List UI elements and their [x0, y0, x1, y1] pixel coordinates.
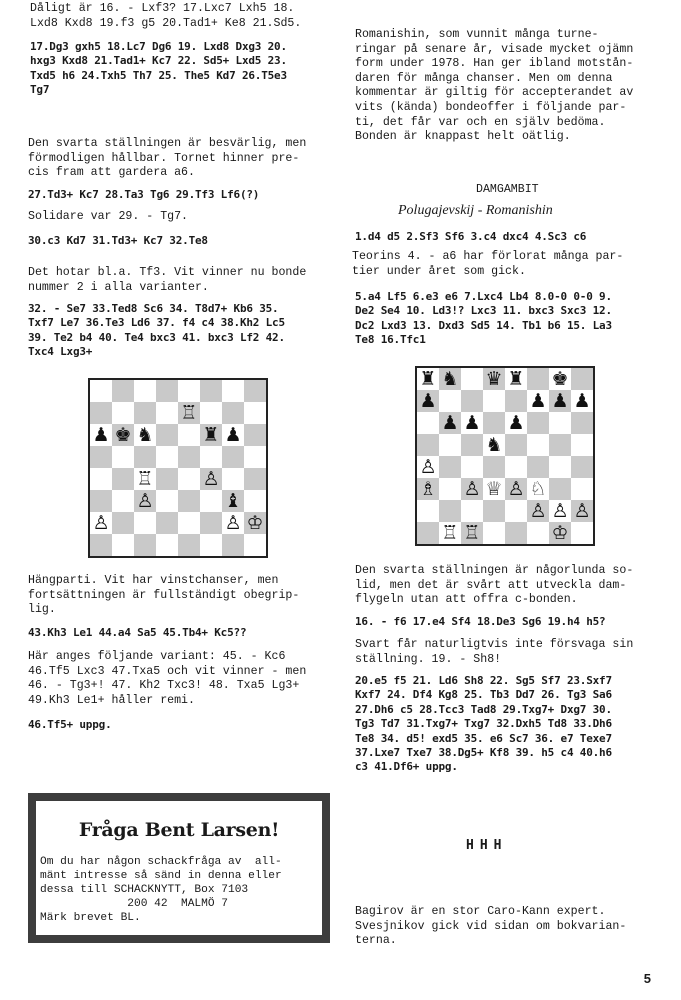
- board-square: [178, 424, 200, 446]
- chess-piece-h2: ♔: [246, 511, 264, 534]
- chess-piece-a7: ♟: [419, 389, 437, 412]
- box-line-2: mänt intresse så sänd in denna eller: [40, 870, 282, 882]
- left-moves-2: 27.Td3+ Kc7 28.Ta3 Tg6 29.Tf3 Lf6(?): [28, 188, 260, 201]
- board-square: [483, 500, 505, 522]
- board-square: [439, 390, 461, 412]
- board-square: [90, 490, 112, 512]
- board-square: [417, 522, 439, 544]
- chess-piece-g3: ♝: [224, 489, 242, 512]
- board-square: [244, 402, 266, 424]
- chess-piece-c6: ♟: [463, 411, 481, 434]
- board-square: [200, 380, 222, 402]
- right-paragraph-1: Romanishin, som vunnit många turne- ringar på senare år, visade mycket ojämn form under 1978. Han ger ibland motstån- daren för många chanser. Men om denna kommentar är giltig för accepterandet av vits (kända) bondeoffer i följande par- ti, det får var och en själv bedöma. Bonden är knappast helt oätlig.: [355, 28, 634, 144]
- board-square: [134, 534, 156, 556]
- board-square: [112, 490, 134, 512]
- chess-piece-c6: ♞: [136, 423, 154, 446]
- board-square: [112, 468, 134, 490]
- board-square: [222, 534, 244, 556]
- chess-piece-b1: ♖: [441, 521, 459, 544]
- board-square: [200, 490, 222, 512]
- right-paragraph-5: Bagirov är en stor Caro-Kann expert. Svesjnikov gick vid sidan om bokvarian- terna.: [355, 905, 627, 948]
- board-square: [527, 522, 549, 544]
- chess-piece-b8: ♞: [441, 367, 459, 390]
- box-line-5: Märk brevet BL.: [40, 912, 141, 924]
- chess-piece-b6: ♚: [114, 423, 132, 446]
- board-square: [156, 424, 178, 446]
- board-square: [505, 390, 527, 412]
- left-moves-6: 46.Tf5+ uppg.: [28, 718, 112, 731]
- left-moves-3: 30.c3 Kd7 31.Td3+ Kc7 32.Te8: [28, 234, 208, 247]
- board-square: [112, 512, 134, 534]
- board-square: [244, 446, 266, 468]
- board-square: [571, 456, 593, 478]
- players-heading: Polugajevskij - Romanishin: [398, 203, 553, 218]
- board-square: [549, 412, 571, 434]
- board-square: [156, 380, 178, 402]
- board-square: [178, 534, 200, 556]
- box-line-4: 200 42 MALMÖ 7: [40, 898, 228, 910]
- board-square: [178, 380, 200, 402]
- board-square: [527, 434, 549, 456]
- board-square: [505, 522, 527, 544]
- right-paragraph-3: Den svarta ställningen är någorlunda so- lid, men det är svårt att utveckla dam- flygeln utan att offra c-bonden.: [355, 564, 634, 607]
- chess-piece-h2: ♙: [573, 499, 591, 522]
- board-square: [156, 512, 178, 534]
- right-moves-3: 16. - f6 17.e4 Sf4 18.De3 Sg6 19.h4 h5?: [355, 615, 606, 628]
- board-square: [549, 434, 571, 456]
- chess-diagram-2: [415, 366, 595, 546]
- board-square: [156, 468, 178, 490]
- board-square: [178, 468, 200, 490]
- board-square: [527, 368, 549, 390]
- board-square: [244, 534, 266, 556]
- chess-piece-f4: ♙: [202, 467, 220, 490]
- board-square: [244, 424, 266, 446]
- chess-piece-b6: ♟: [441, 411, 459, 434]
- board-square: [178, 446, 200, 468]
- board-square: [571, 522, 593, 544]
- right-paragraph-4: Svart får naturligtvis inte försvaga sin ställning. 19. - Sh8!: [355, 638, 634, 666]
- chess-diagram-1: [88, 378, 268, 558]
- board-square: [483, 390, 505, 412]
- board-square: [200, 534, 222, 556]
- board-square: [222, 380, 244, 402]
- board-square: [549, 456, 571, 478]
- board-square: [222, 446, 244, 468]
- chess-piece-d8: ♛: [485, 367, 503, 390]
- chess-piece-g8: ♚: [551, 367, 569, 390]
- left-moves-5: 43.Kh3 Le1 44.a4 Sa5 45.Tb4+ Kc5??: [28, 626, 247, 639]
- board-square: [483, 456, 505, 478]
- left-moves-1: 17.Dg3 gxh5 18.Lc7 Dg6 19. Lxd8 Dxg3 20. hxg3 Kxd8 21.Tad1+ Kc7 22. Sd5+ Lxd5 23. Txd5 h6 24.Txh5 Th7 25. The5 Kd7 26.T5e3 Tg7: [30, 40, 287, 97]
- board-square: [417, 412, 439, 434]
- board-square: [483, 522, 505, 544]
- board-square: [90, 468, 112, 490]
- board-square: [439, 434, 461, 456]
- board-square: [461, 390, 483, 412]
- left-paragraph-2: Den svarta ställningen är besvärlig, men förmodligen hållbar. Tornet hinner pre- cis fram att gardera a6.: [28, 137, 307, 180]
- board-square: [222, 468, 244, 490]
- board-square: [90, 534, 112, 556]
- chess-piece-g2: ♙: [224, 511, 242, 534]
- box-title: Fråga Bent Larsen!: [78, 819, 280, 841]
- board-square: [112, 446, 134, 468]
- left-paragraph-4: Det hotar bl.a. Tf3. Vit vinner nu bonde nummer 2 i alla varianter.: [28, 266, 307, 294]
- board-square: [112, 402, 134, 424]
- board-square: [571, 368, 593, 390]
- board-square: [200, 446, 222, 468]
- board-square: [134, 512, 156, 534]
- left-paragraph-5: Hängparti. Vit har vinstchanser, men fortsättningen är fullständigt obegrip- lig.: [28, 574, 300, 617]
- chess-piece-e3: ♙: [507, 477, 525, 500]
- right-moves-2: 5.a4 Lf5 6.e3 e6 7.Lxc4 Lb4 8.0-0 0-0 9. De2 Se4 10. Ld3!? Lxc3 11. bxc3 Sxc3 12. Dc2 Lxd3 13. Dxd3 Sd5 14. Tb1 b6 15. La3 Te8 16.Tfc1: [355, 290, 612, 347]
- board-square: [178, 490, 200, 512]
- chess-piece-c1: ♖: [463, 521, 481, 544]
- chess-piece-g7: ♟: [551, 389, 569, 412]
- board-square: [156, 446, 178, 468]
- board-square: [461, 456, 483, 478]
- chess-piece-c4: ♖: [136, 467, 154, 490]
- board-square: [461, 368, 483, 390]
- chess-piece-f7: ♟: [529, 389, 547, 412]
- left-moves-4: 32. - Se7 33.Ted8 Sc6 34. T8d7+ Kb6 35. Txf7 Le7 36.Te3 Ld6 37. f4 c4 38.Kh2 Lc5 39. Te2 b4 40. Te4 bxc3 41. bxc3 Lf2 42. Txc4 Lxg3+: [28, 302, 285, 359]
- chess-piece-d3: ♕: [485, 477, 503, 500]
- board-square: [178, 512, 200, 534]
- board-square: [571, 478, 593, 500]
- chess-piece-c3: ♙: [136, 489, 154, 512]
- chess-piece-f3: ♘: [529, 477, 547, 500]
- board-square: [200, 512, 222, 534]
- board-square: [505, 434, 527, 456]
- board-square: [156, 402, 178, 424]
- board-square: [483, 412, 505, 434]
- chess-piece-g1: ♔: [551, 521, 569, 544]
- left-paragraph-3: Solidare var 29. - Tg7.: [28, 210, 189, 223]
- board-square: [90, 402, 112, 424]
- section-separator: HHH: [466, 838, 508, 853]
- board-square: [549, 478, 571, 500]
- chess-piece-f6: ♜: [202, 423, 220, 446]
- board-square: [244, 490, 266, 512]
- chess-piece-a3: ♗: [419, 477, 437, 500]
- right-moves-1: 1.d4 d5 2.Sf3 Sf6 3.c4 dxc4 4.Sc3 c6: [355, 230, 587, 243]
- board-square: [156, 534, 178, 556]
- chess-piece-a6: ♟: [92, 423, 110, 446]
- board-square: [90, 446, 112, 468]
- board-square: [134, 402, 156, 424]
- board-square: [461, 500, 483, 522]
- ask-larsen-box: [28, 793, 330, 943]
- board-square: [439, 478, 461, 500]
- chess-piece-g6: ♟: [224, 423, 242, 446]
- chess-piece-g2: ♙: [551, 499, 569, 522]
- board-square: [527, 456, 549, 478]
- board-square: [134, 446, 156, 468]
- chess-piece-c3: ♙: [463, 477, 481, 500]
- page-number: 5: [643, 971, 651, 986]
- opening-title: DAMGAMBIT: [476, 183, 539, 196]
- board-square: [505, 456, 527, 478]
- chess-piece-h7: ♟: [573, 389, 591, 412]
- board-square: [571, 412, 593, 434]
- board-square: [112, 534, 134, 556]
- board-square: [90, 380, 112, 402]
- board-square: [417, 500, 439, 522]
- chess-piece-d5: ♞: [485, 433, 503, 456]
- board-square: [156, 490, 178, 512]
- board-square: [461, 434, 483, 456]
- chess-piece-a4: ♙: [419, 455, 437, 478]
- box-line-3: dessa till SCHACKNYTT, Box 7103: [40, 884, 249, 896]
- chess-piece-f2: ♙: [529, 499, 547, 522]
- chess-piece-e7: ♖: [180, 401, 198, 424]
- board-square: [244, 468, 266, 490]
- board-square: [417, 434, 439, 456]
- right-paragraph-2: Teorins 4. - a6 har förlorat många par- tier under året som gick.: [352, 250, 624, 278]
- board-square: [527, 412, 549, 434]
- board-square: [505, 500, 527, 522]
- board-square: [200, 402, 222, 424]
- chess-piece-a8: ♜: [419, 367, 437, 390]
- box-text: [40, 855, 282, 925]
- board-square: [571, 434, 593, 456]
- chess-piece-e8: ♜: [507, 367, 525, 390]
- board-square: [439, 500, 461, 522]
- board-square: [112, 380, 134, 402]
- left-paragraph-6: Här anges följande variant: 45. - Kc6 46.Tf5 Lxc3 47.Txa5 och vit vinner - men 46. - Tg3+! 47. Kh2 Txc3! 48. Txa5 Lg3+ 49.Kh3 Le1+ håller remi.: [28, 650, 307, 707]
- board-square: [222, 402, 244, 424]
- chess-piece-a2: ♙: [92, 511, 110, 534]
- left-paragraph-1: Dåligt är 16. - Lxf3? 17.Lxc7 Lxh5 18. Lxd8 Kxd8 19.f3 g5 20.Tad1+ Ke8 21.Sd5.: [30, 2, 302, 30]
- board-square: [134, 380, 156, 402]
- box-line-1: Om du har någon schackfråga av all-: [40, 856, 282, 868]
- right-moves-4: 20.e5 f5 21. Ld6 Sh8 22. Sg5 Sf7 23.Sxf7 Kxf7 24. Df4 Kg8 25. Tb3 Dd7 26. Tg3 Sa6 27.Dh6 c5 28.Tcc3 Tad8 29.Txg7+ Dxg7 30. Tg3 Td7 31.Txg7+ Txg7 32.Dxh5 Td8 33.Dh6 Te8 34. d5! exd5 35. e6 Sc7 36. e7 Texe7 37.Lxe7 Txe7 38.Dg5+ Kf8 39. h5 c4 40.h6 c3 41.Df6+ uppg.: [355, 674, 612, 774]
- chess-piece-e6: ♟: [507, 411, 525, 434]
- board-square: [244, 380, 266, 402]
- board-square: [439, 456, 461, 478]
